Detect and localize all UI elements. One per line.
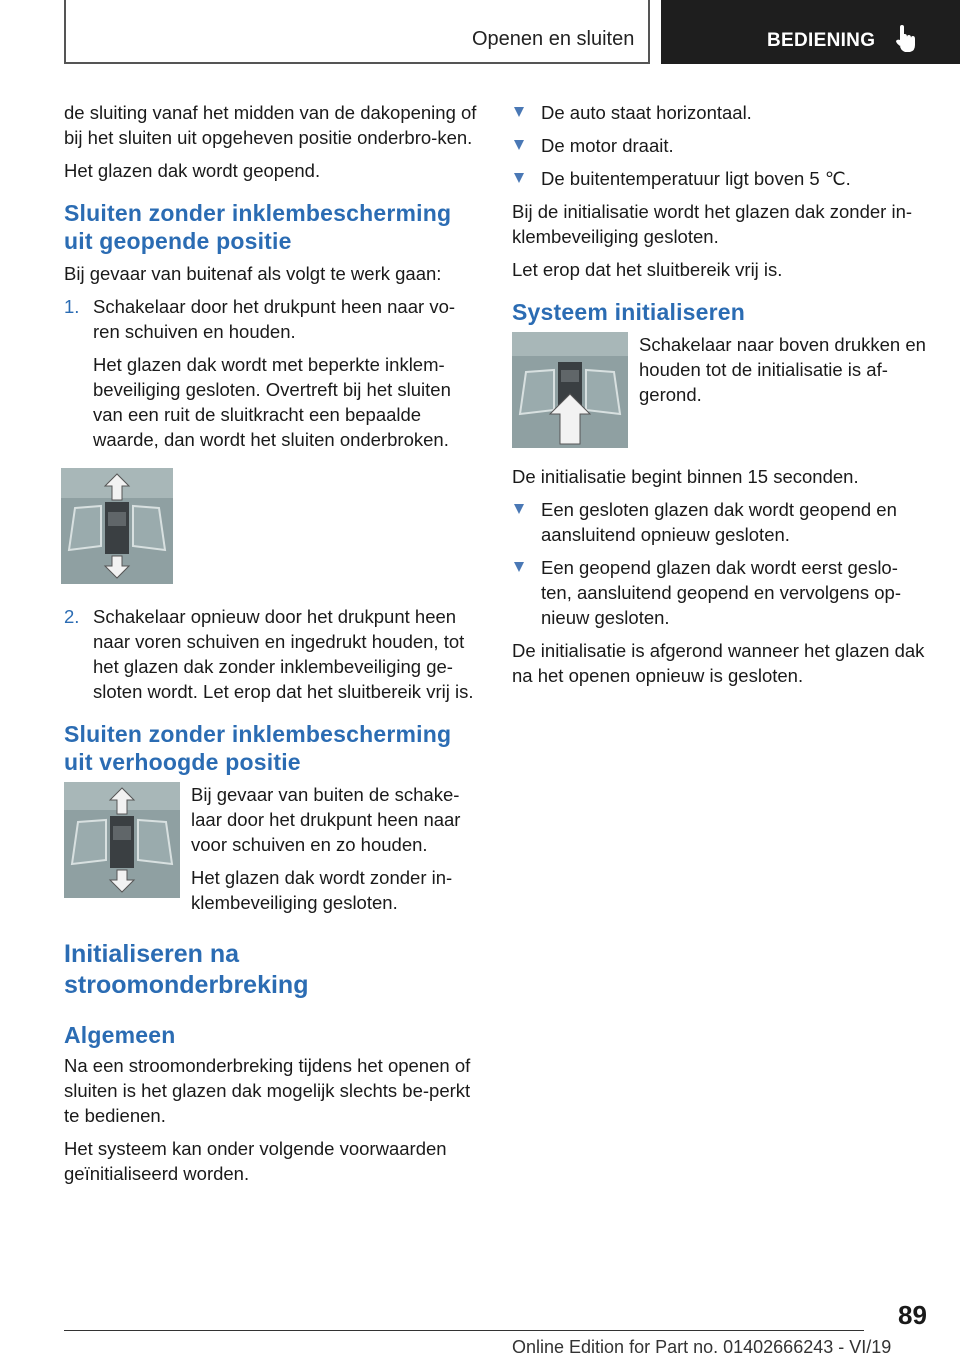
condition-item [512, 100, 926, 125]
heading-initialize: Initialiseren na stroomonderbreking [64, 940, 309, 999]
header-separator [648, 0, 650, 64]
edition-line: Online Edition for Part no. 01402666243 - VI/19 [512, 1337, 892, 1357]
section-title: Openen en sluiten [472, 28, 635, 50]
condition-item [512, 166, 926, 191]
header-bottom-rule [64, 62, 650, 64]
heading-close-from-open: Sluiten zonder inklembescherming uit geopende positie [64, 200, 452, 254]
step-item [64, 294, 478, 344]
roof-switch-illustration [61, 468, 173, 584]
init-start-note: De initialisatie begint binnen 15 seconden. [512, 466, 859, 487]
triangle-bullet-icon [514, 107, 524, 117]
system-init-instruction: Schakelaar naar boven drukken en houden tot de initialisatie is af-gerond. [639, 334, 926, 405]
general-paragraph: Na een stroomonderbreking tijdens het openen of sluiten is het glazen dak mogelijk slechts be-perkt te bedienen. [64, 1055, 471, 1126]
page-number: 89 [898, 1300, 927, 1330]
left-column [64, 100, 478, 1194]
heading-close-from-raised: Sluiten zonder inklembescherming uit verhoogde positie [64, 721, 452, 775]
step-item [64, 604, 478, 704]
switch-up-image [512, 332, 628, 448]
condition-note-clear-area: Let erop dat het sluitbereik vrij is. [512, 259, 783, 280]
roof-switch-illustration [64, 782, 180, 898]
danger-intro: Bij gevaar van buitenaf als volgt te werk gaan: [64, 263, 442, 284]
step-text: Schakelaar door het drukpunt heen naar vo-ren schuiven en houden. [93, 296, 456, 342]
right-column [512, 100, 926, 696]
footer-rule [64, 1330, 864, 1331]
step-text: Schakelaar opnieuw door het drukpunt heen naar voren schuiven en ingedrukt houden, tot het glazen dak zonder inklembeveiliging ge-sloten wordt. Let erop dat het sluitbereik vrij is. [93, 606, 474, 702]
heading-system-init: Systeem initialiseren [512, 299, 746, 325]
header-left-rule [64, 0, 66, 64]
step-number: 2. [64, 606, 80, 627]
step-subtext: Het glazen dak wordt met beperkte inklem-beveiliging gesloten. Overtreft bij het sluiten van een ruit de sluitkracht een bepaalde waarde, dan wordt het sluiten onderbroken. [93, 354, 451, 450]
condition-note: Bij de initialisatie wordt het glazen dak zonder in-klembeveiliging gesloten. [512, 201, 913, 247]
chapter-tab [661, 0, 960, 64]
condition-text: De motor draait. [541, 135, 674, 156]
result-text: Een gesloten glazen dak wordt geopend en aansluitend opnieuw gesloten. [541, 499, 897, 545]
triangle-bullet-icon [514, 173, 524, 183]
closing-note: De initialisatie is afgerond wanneer het glazen dak na het openen opnieuw is gesloten. [512, 640, 925, 686]
condition-item [512, 133, 926, 158]
heading-general: Algemeen [64, 1022, 176, 1048]
step-number: 1. [64, 296, 80, 317]
raised-result: Het glazen dak wordt zonder in-klembeveiliging gesloten. [191, 867, 453, 913]
general-conditions-intro: Het systeem kan onder volgende voorwaarden geïnitialiseerd worden. [64, 1138, 447, 1184]
result-item [512, 497, 926, 547]
raised-instruction: Bij gevaar van buiten de schake-laar door het drukpunt heen naar voor schuiven en zo houden. [191, 784, 461, 855]
result-item [512, 555, 926, 630]
triangle-bullet-icon [514, 562, 524, 572]
triangle-bullet-icon [514, 140, 524, 150]
result-text: Een geopend glazen dak wordt eerst geslo-ten, aansluitend geopend en vervolgens op-nieuw gesloten. [541, 557, 901, 628]
switch-forward-image [61, 468, 173, 584]
switch-raised-image [64, 782, 180, 898]
intro-result: Het glazen dak wordt geopend. [64, 160, 321, 181]
intro-paragraph: de sluiting vanaf het midden van de dakopening of bij het sluiten uit opgeheven positie onderbro-ken. [64, 102, 477, 148]
condition-text: De buitentemperatuur ligt boven 5 ℃. [541, 168, 851, 189]
roof-switch-illustration [512, 332, 628, 448]
triangle-bullet-icon [514, 504, 524, 514]
hand-pointer-icon [895, 24, 917, 56]
chapter-tab-label: BEDIENING [767, 30, 876, 51]
condition-text: De auto staat horizontaal. [541, 102, 752, 123]
